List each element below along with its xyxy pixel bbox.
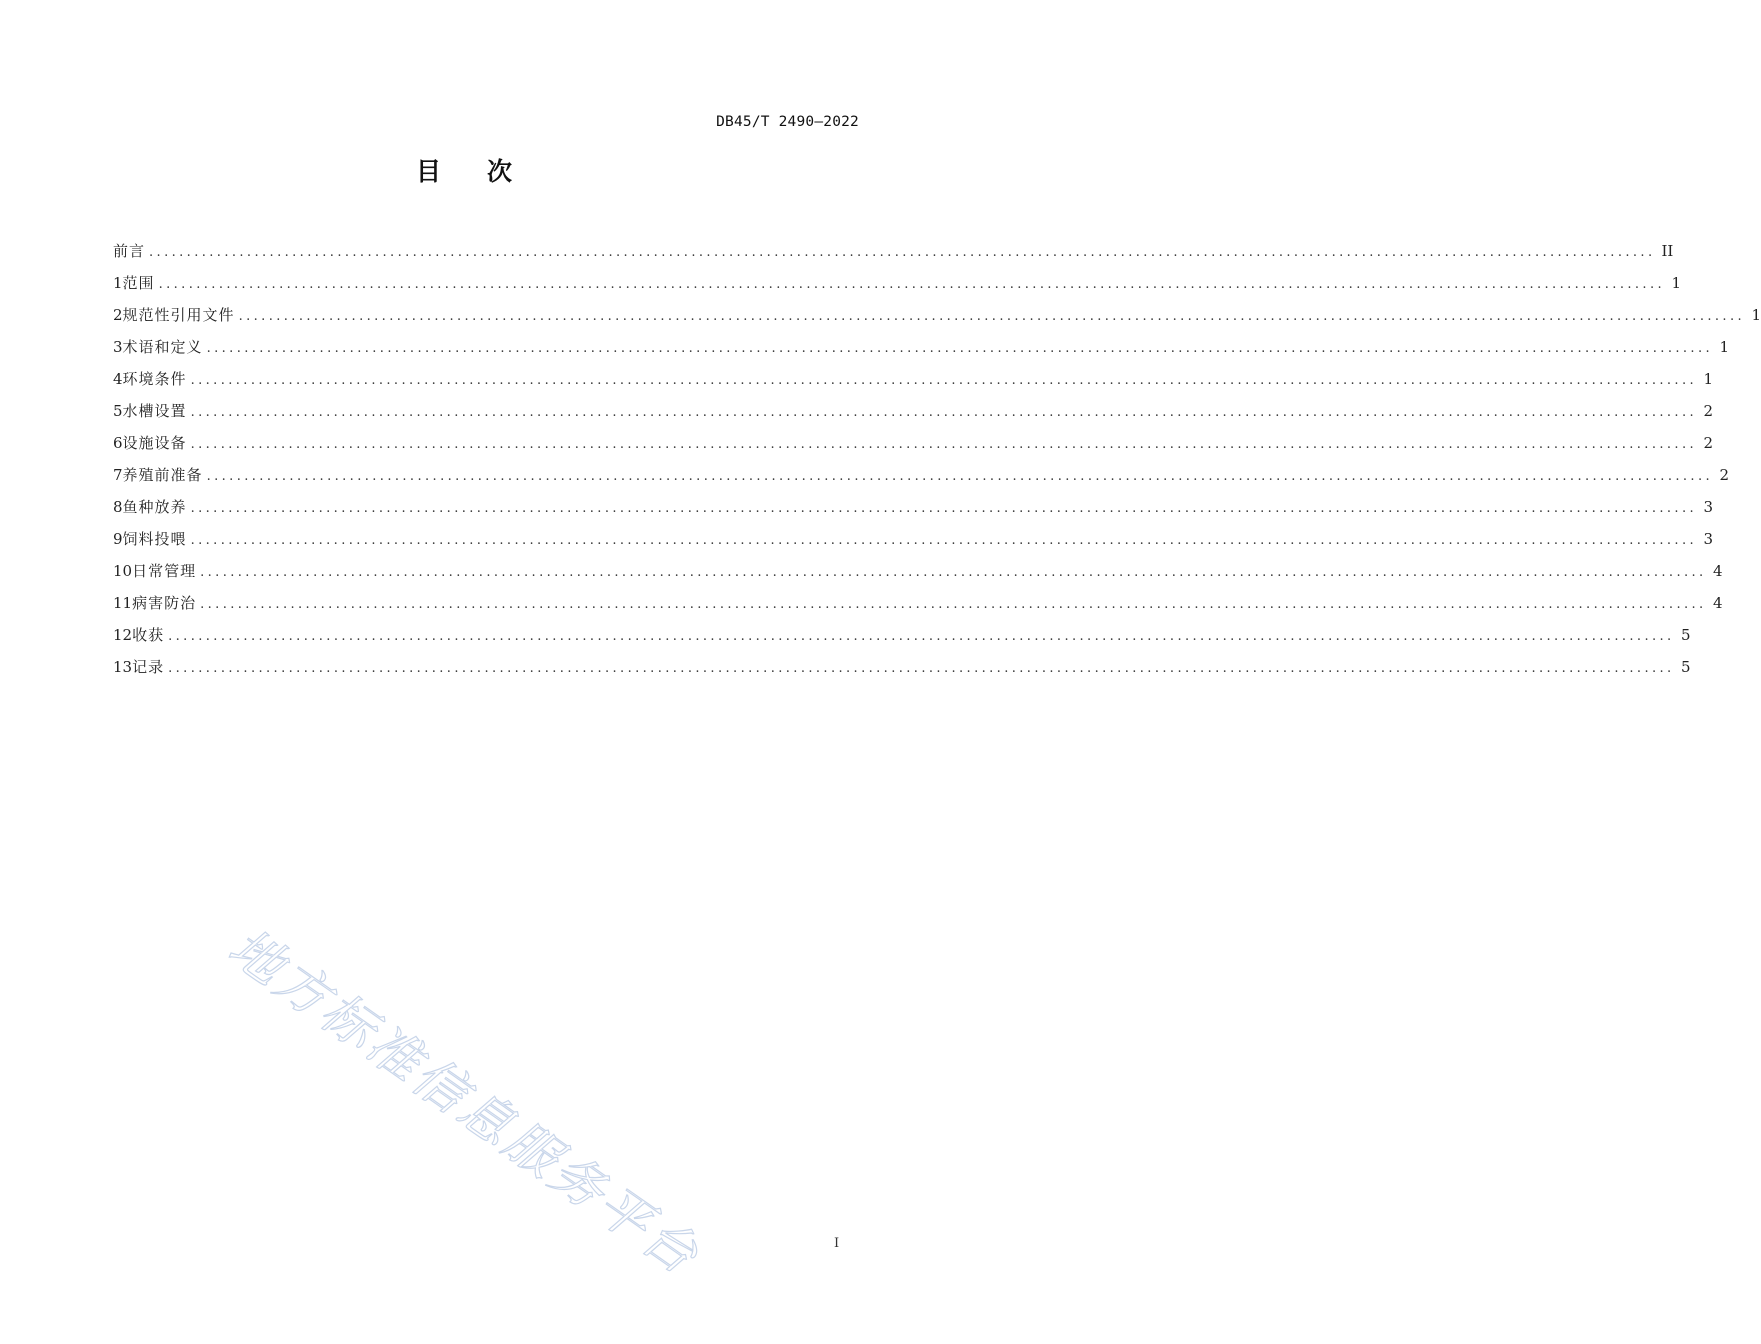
- toc-entry[interactable]: [113, 238, 1674, 270]
- toc-entry-number: 8: [113, 498, 123, 516]
- toc-entry[interactable]: [113, 558, 1723, 590]
- toc-entry-page: 2: [1703, 434, 1714, 452]
- toc-entry[interactable]: [113, 334, 1730, 366]
- toc-entry-number: 7: [113, 466, 123, 484]
- toc-entry-page: 5: [1681, 658, 1691, 676]
- toc-entry-number: 6: [113, 434, 123, 452]
- toc-entry-page: 3: [1703, 530, 1714, 548]
- toc-entry-number: 9: [113, 530, 123, 548]
- toc-entry[interactable]: [113, 398, 1714, 430]
- document-code: DB45/T 2490—2022: [716, 114, 859, 130]
- toc-entry-page: 1: [1719, 338, 1730, 356]
- page-number: I: [834, 1236, 840, 1251]
- toc-leader-dots: ........................................................................................................................................................................................................: [238, 309, 1746, 324]
- toc-entry[interactable]: [113, 430, 1714, 462]
- toc-leader-dots: ........................................................................................................................................................................................................: [190, 533, 1698, 548]
- toc-leader-dots: ........................................................................................................................................................................................................: [190, 405, 1698, 420]
- toc-entry-page: 3: [1703, 498, 1714, 516]
- toc-entry-number: 5: [113, 402, 123, 420]
- toc-entry-label: 饲料投喂: [122, 530, 187, 548]
- toc-entry-page: 1: [1703, 370, 1714, 388]
- page-title: 目次: [415, 157, 558, 186]
- toc-entry[interactable]: [113, 494, 1714, 526]
- toc-leader-dots: ........................................................................................................................................................................................................: [149, 245, 1656, 260]
- toc-entry-page: 5: [1681, 626, 1691, 644]
- toc-entry-label: 前言: [113, 242, 146, 260]
- toc-leader-dots: ........................................................................................................................................................................................................: [158, 277, 1666, 292]
- toc-leader-dots: ........................................................................................................................................................................................................: [200, 565, 1707, 580]
- toc-leader-dots: ........................................................................................................................................................................................................: [190, 501, 1698, 516]
- toc-entry-label: 水槽设置: [122, 402, 187, 420]
- toc-entry-page: 2: [1719, 466, 1730, 484]
- toc-entry-page: II: [1661, 242, 1674, 260]
- toc-entry[interactable]: [113, 654, 1691, 686]
- toc-entry-number: 1: [113, 274, 123, 292]
- toc-entry-page: 1: [1671, 274, 1682, 292]
- toc-entry-number: 12: [113, 626, 133, 644]
- watermark-text: 地方标准信息服务平台: [217, 917, 711, 1288]
- toc-entry[interactable]: [113, 590, 1723, 622]
- toc-entry-label: 术语和定义: [122, 338, 203, 356]
- toc-entry[interactable]: [113, 462, 1730, 494]
- toc-leader-dots: ........................................................................................................................................................................................................: [190, 373, 1698, 388]
- toc-entry-number: 13: [113, 658, 133, 676]
- toc-entry-page: 1: [1751, 306, 1761, 324]
- toc-entry-label: 收获: [132, 626, 165, 644]
- toc-entry-label: 环境条件: [122, 370, 187, 388]
- toc-entry-label: 设施设备: [122, 434, 187, 452]
- toc-leader-dots: ........................................................................................................................................................................................................: [206, 469, 1714, 484]
- toc-entry-label: 鱼种放养: [122, 498, 187, 516]
- toc-entry[interactable]: [113, 366, 1714, 398]
- toc-leader-dots: ........................................................................................................................................................................................................: [206, 341, 1714, 356]
- toc-entry[interactable]: [113, 622, 1691, 654]
- toc-entry-label: 养殖前准备: [122, 466, 203, 484]
- toc-entry-page: 4: [1713, 594, 1723, 612]
- toc-leader-dots: ........................................................................................................................................................................................................: [200, 597, 1707, 612]
- toc-entry[interactable]: [113, 302, 1761, 334]
- table-of-contents: [113, 238, 1761, 686]
- toc-leader-dots: ........................................................................................................................................................................................................: [168, 629, 1675, 644]
- toc-entry-number: 3: [113, 338, 123, 356]
- toc-leader-dots: ........................................................................................................................................................................................................: [190, 437, 1698, 452]
- toc-entry-label: 记录: [132, 658, 165, 676]
- toc-entry-number: 11: [113, 594, 133, 612]
- toc-entry-number: 2: [113, 306, 123, 324]
- toc-entry-label: 日常管理: [132, 562, 197, 580]
- toc-entry-label: 病害防治: [132, 594, 197, 612]
- toc-entry-number: 10: [113, 562, 133, 580]
- toc-entry-number: 4: [113, 370, 123, 388]
- toc-entry[interactable]: [113, 526, 1714, 558]
- toc-entry[interactable]: [113, 270, 1682, 302]
- toc-entry-page: 2: [1703, 402, 1714, 420]
- toc-entry-page: 4: [1713, 562, 1723, 580]
- toc-entry-label: 规范性引用文件: [122, 306, 235, 324]
- toc-leader-dots: ........................................................................................................................................................................................................: [168, 661, 1675, 676]
- toc-entry-label: 范围: [122, 274, 155, 292]
